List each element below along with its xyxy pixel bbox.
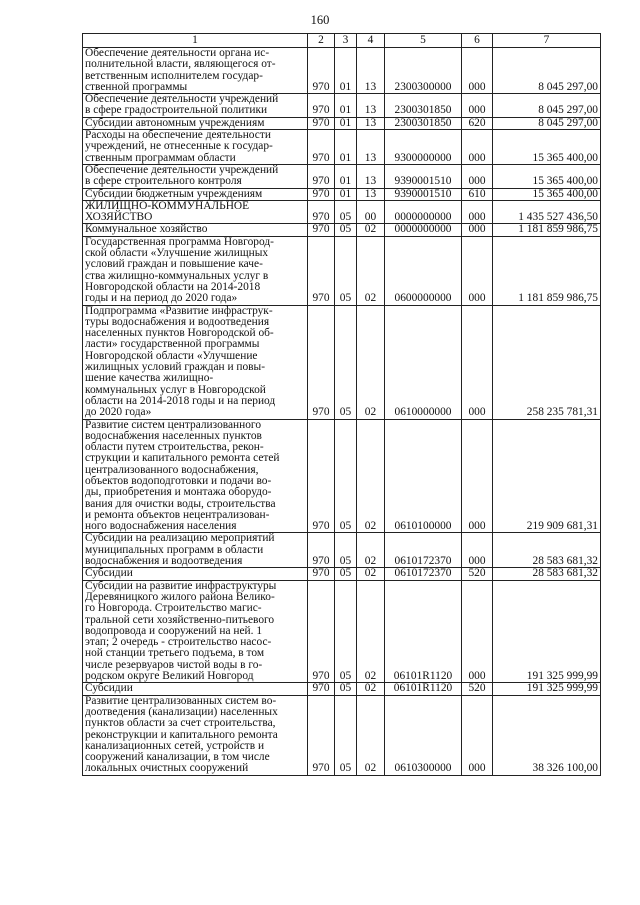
expense-type-cell: 000: [462, 533, 493, 568]
expense-name-cell: Обеспечение деятельности органа ис- полнительной власти, являющегося от- ветственным исполнителем государ- ственной программы: [83, 48, 308, 94]
table-row: [83, 224, 601, 236]
table-row: [83, 695, 601, 775]
ministry-code-cell: 970: [308, 533, 335, 568]
subsection-code-cell: 00: [357, 200, 385, 224]
expense-type-cell: 000: [462, 48, 493, 94]
subsection-code-cell: 02: [357, 533, 385, 568]
expense-name-cell: Развитие централизованных систем во- доотведения (канализации) населенных пунктов области за счет строительства, реконструкции и капитального ремонта канализационных сетей, устройств и сооружений канализации, в том числе локальных очистных сооружений: [83, 695, 308, 775]
target-article-cell: 0610300000: [385, 695, 462, 775]
column-header: 6: [462, 34, 493, 48]
expense-type-cell: 000: [462, 200, 493, 224]
ministry-code-cell: 970: [308, 117, 335, 129]
amount-cell: 8 045 297,00: [493, 94, 601, 118]
subsection-code-cell: 02: [357, 695, 385, 775]
target-article-cell: 0600000000: [385, 236, 462, 305]
target-article-cell: 0610100000: [385, 419, 462, 533]
section-code-cell: 05: [335, 200, 357, 224]
amount-cell: 15 365 400,00: [493, 188, 601, 200]
table-body: [83, 34, 601, 776]
amount-cell: 28 583 681,32: [493, 533, 601, 568]
section-code-cell: 05: [335, 236, 357, 305]
section-code-cell: 05: [335, 224, 357, 236]
target-article-cell: 06101R1120: [385, 580, 462, 683]
amount-cell: 191 325 999,99: [493, 580, 601, 683]
expense-type-cell: 000: [462, 580, 493, 683]
expense-type-cell: 000: [462, 224, 493, 236]
amount-cell: 28 583 681,32: [493, 568, 601, 580]
target-article-cell: 9390001510: [385, 188, 462, 200]
section-code-cell: 05: [335, 568, 357, 580]
amount-cell: 191 325 999,99: [493, 683, 601, 695]
subsection-code-cell: 02: [357, 305, 385, 419]
expense-type-cell: 000: [462, 419, 493, 533]
table-row: [83, 94, 601, 118]
column-header: 2: [308, 34, 335, 48]
column-header-row: [83, 34, 601, 48]
target-article-cell: 2300301850: [385, 117, 462, 129]
section-code-cell: 05: [335, 695, 357, 775]
expense-name-cell: Государственная программа Новгород- ской области «Улучшение жилищных условий граждан и повышение каче- ства жилищно-коммунальных услуг в Новгородской области на 2014-2018 годы и на период до 2020 года»: [83, 236, 308, 305]
table-row: [83, 117, 601, 129]
expense-name-cell: Субсидии автономным учреждениям: [83, 117, 308, 129]
column-header: 7: [493, 34, 601, 48]
amount-cell: 38 326 100,00: [493, 695, 601, 775]
subsection-code-cell: 02: [357, 419, 385, 533]
target-article-cell: 9300000000: [385, 130, 462, 165]
section-code-cell: 01: [335, 117, 357, 129]
subsection-code-cell: 02: [357, 683, 385, 695]
table-row: [83, 305, 601, 419]
ministry-code-cell: 970: [308, 305, 335, 419]
amount-cell: 8 045 297,00: [493, 117, 601, 129]
section-code-cell: 05: [335, 419, 357, 533]
page-number: 160: [310, 13, 330, 27]
expense-type-cell: 000: [462, 236, 493, 305]
table-row: [83, 200, 601, 224]
ministry-code-cell: 970: [308, 48, 335, 94]
target-article-cell: 0610000000: [385, 305, 462, 419]
ministry-code-cell: 970: [308, 200, 335, 224]
subsection-code-cell: 13: [357, 164, 385, 188]
table-row: [83, 236, 601, 305]
expense-name-cell: Субсидии: [83, 568, 308, 580]
expense-name-cell: Субсидии бюджетным учреждениям: [83, 188, 308, 200]
ministry-code-cell: 970: [308, 236, 335, 305]
expense-name-cell: Развитие систем централизованного водоснабжения населенных пунктов области путем строительства, рекон- струкции и капитального ремонта сетей централизованного водоснабжения, объектов водоподготовки и подачи во- ды, приобретения и монтажа оборудо- вания для очистки воды, строительства и ремонта объектов нецентрализован- ного водоснабжения населения: [83, 419, 308, 533]
table-row: [83, 48, 601, 94]
subsection-code-cell: 13: [357, 188, 385, 200]
column-header: 4: [357, 34, 385, 48]
budget-table: [82, 33, 601, 776]
expense-name-cell: ЖИЛИЩНО-КОММУНАЛЬНОЕ ХОЗЯЙСТВО: [83, 200, 308, 224]
expense-type-cell: 000: [462, 695, 493, 775]
amount-cell: 8 045 297,00: [493, 48, 601, 94]
ministry-code-cell: 970: [308, 695, 335, 775]
expense-name-cell: Субсидии на реализацию мероприятий муниципальных программ в области водоснабжения и водоотведения: [83, 533, 308, 568]
table-row: [83, 568, 601, 580]
target-article-cell: 0610172370: [385, 568, 462, 580]
amount-cell: 15 365 400,00: [493, 164, 601, 188]
table-row: [83, 164, 601, 188]
expense-type-cell: 000: [462, 130, 493, 165]
ministry-code-cell: 970: [308, 224, 335, 236]
expense-name-cell: Коммунальное хозяйство: [83, 224, 308, 236]
amount-cell: 1 181 859 986,75: [493, 236, 601, 305]
expense-name-cell: Обеспечение деятельности учреждений в сфере строительного контроля: [83, 164, 308, 188]
target-article-cell: 0000000000: [385, 224, 462, 236]
ministry-code-cell: 970: [308, 568, 335, 580]
amount-cell: 258 235 781,31: [493, 305, 601, 419]
subsection-code-cell: 02: [357, 580, 385, 683]
table-row: [83, 580, 601, 683]
table-row: [83, 419, 601, 533]
target-article-cell: 06101R1120: [385, 683, 462, 695]
amount-cell: 219 909 681,31: [493, 419, 601, 533]
expense-name-cell: Субсидии: [83, 683, 308, 695]
expense-type-cell: 610: [462, 188, 493, 200]
target-article-cell: 0610172370: [385, 533, 462, 568]
ministry-code-cell: 970: [308, 419, 335, 533]
column-header: 5: [385, 34, 462, 48]
ministry-code-cell: 970: [308, 188, 335, 200]
target-article-cell: 2300301850: [385, 94, 462, 118]
section-code-cell: 05: [335, 533, 357, 568]
subsection-code-cell: 13: [357, 48, 385, 94]
section-code-cell: 01: [335, 130, 357, 165]
target-article-cell: 2300300000: [385, 48, 462, 94]
amount-cell: 15 365 400,00: [493, 130, 601, 165]
column-header: 1: [83, 34, 308, 48]
subsection-code-cell: 13: [357, 94, 385, 118]
expense-type-cell: 620: [462, 117, 493, 129]
subsection-code-cell: 02: [357, 568, 385, 580]
subsection-code-cell: 02: [357, 236, 385, 305]
table-row: [83, 683, 601, 695]
expense-name-cell: Подпрограмма «Развитие инфраструк- туры водоснабжения и водоотведения населенных пунктов Новгородской об- ласти» государственной программы Новгородской области «Улучшение жилищных условий граждан и повы- шение качества жилищно- коммунальных услуг в Новгородской области на 2014-2018 годы и на период до 2020 года»: [83, 305, 308, 419]
expense-type-cell: 520: [462, 683, 493, 695]
expense-name-cell: Расходы на обеспечение деятельности учреждений, не отнесенные к государ- ственным программам области: [83, 130, 308, 165]
section-code-cell: 01: [335, 164, 357, 188]
target-article-cell: 0000000000: [385, 200, 462, 224]
ministry-code-cell: 970: [308, 580, 335, 683]
table-row: [83, 533, 601, 568]
ministry-code-cell: 970: [308, 164, 335, 188]
subsection-code-cell: 13: [357, 117, 385, 129]
expense-name-cell: Обеспечение деятельности учреждений в сфере градостроительной политики: [83, 94, 308, 118]
subsection-code-cell: 13: [357, 130, 385, 165]
table-row: [83, 130, 601, 165]
expense-type-cell: 520: [462, 568, 493, 580]
amount-cell: 1 435 527 436,50: [493, 200, 601, 224]
section-code-cell: 01: [335, 188, 357, 200]
section-code-cell: 05: [335, 683, 357, 695]
amount-cell: 1 181 859 986,75: [493, 224, 601, 236]
section-code-cell: 05: [335, 580, 357, 683]
ministry-code-cell: 970: [308, 130, 335, 165]
subsection-code-cell: 02: [357, 224, 385, 236]
section-code-cell: 05: [335, 305, 357, 419]
section-code-cell: 01: [335, 94, 357, 118]
ministry-code-cell: 970: [308, 683, 335, 695]
column-header: 3: [335, 34, 357, 48]
target-article-cell: 9390001510: [385, 164, 462, 188]
expense-name-cell: Субсидии на развитие инфраструктуры Деревяницкого жилого района Велико- го Новгорода. Строительство магис- тральной сети хозяйственно-питьевого водопровода и сооружений на ней. 1 этап; 2 очередь - строительство насос- ной станции третьего подъема, в том числе резервуаров чистой воды в го- родском округе Великий Новгород: [83, 580, 308, 683]
ministry-code-cell: 970: [308, 94, 335, 118]
section-code-cell: 01: [335, 48, 357, 94]
expense-type-cell: 000: [462, 164, 493, 188]
expense-type-cell: 000: [462, 305, 493, 419]
table-row: [83, 188, 601, 200]
expense-type-cell: 000: [462, 94, 493, 118]
